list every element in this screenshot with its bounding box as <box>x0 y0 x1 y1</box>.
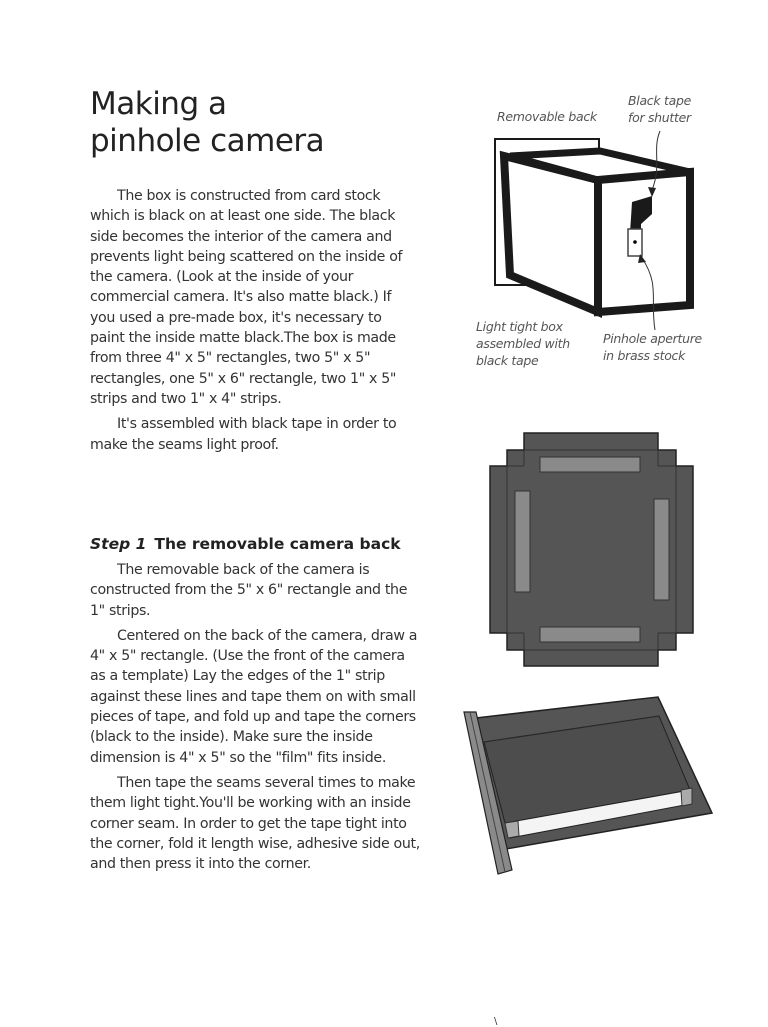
top-strip <box>540 457 640 472</box>
label-black-tape: Black tape for shutter <box>628 93 691 125</box>
step-1-paragraph-2: Centered on the back of the camera, draw a 4" x 5" rectangle. (Use the front of the camera as a template) Lay the edges of the 1" strip against these lines and tape them on with small pieces of tape, and fold up and tape the corners (black to the inside). Make sure the inside dimension is 4" x 5" so the "film" fits inside. <box>90 627 418 766</box>
right-strip <box>654 499 669 600</box>
bottom-strip <box>540 627 640 642</box>
camera-box-illustration <box>495 131 690 330</box>
pinhole-icon <box>633 240 637 244</box>
title-line-2: pinhole camera <box>90 123 325 159</box>
step-title: The removable camera back <box>154 535 401 553</box>
unfolded-back-illustration <box>490 433 693 666</box>
box-right-face <box>598 172 690 312</box>
label-light-tight-box: Light tight box assembled with black tape <box>476 319 570 368</box>
step-1-paragraph-3: Then tape the seams several times to make them light tight.You'll be working with an inside corner seam. In order to get the tape tight into the corner, fold it length wise, adhesive side out, and then press it into the corner. <box>90 774 420 873</box>
label-removable-back: Removable back <box>497 109 597 124</box>
step-number: Step 1 <box>90 535 147 553</box>
title-line-1: Making a <box>90 86 227 122</box>
intro-paragraph-1: The box is constructed from card stock which is black on at least one side. The black side becomes the interior of the camera and prevents light being scattered on the inside of the camera. (Look at the inside of your commercial camera. It's also matte black.) If you used a pre-made box, it's necessary to paint the inside matte black.The box is made from three 4" x 5" rectangles, two 5" x 5" rectangles, one 5" x 6" rectangle, two 1" x 5" strips and two 1" x 4" strips. <box>90 188 403 407</box>
page-mark: \ <box>494 1016 498 1027</box>
label-pinhole-aperture: Pinhole aperture in brass stock <box>603 331 702 363</box>
intro-paragraph-2: It's assembled with black tape in order to make the seams light proof. <box>90 416 397 453</box>
assembled-back-tray-illustration <box>464 697 712 874</box>
left-strip <box>515 491 530 592</box>
step-1-paragraph-1: The removable back of the camera is constructed from the 5" x 6" rectangle and the 1" strips. <box>90 562 408 619</box>
